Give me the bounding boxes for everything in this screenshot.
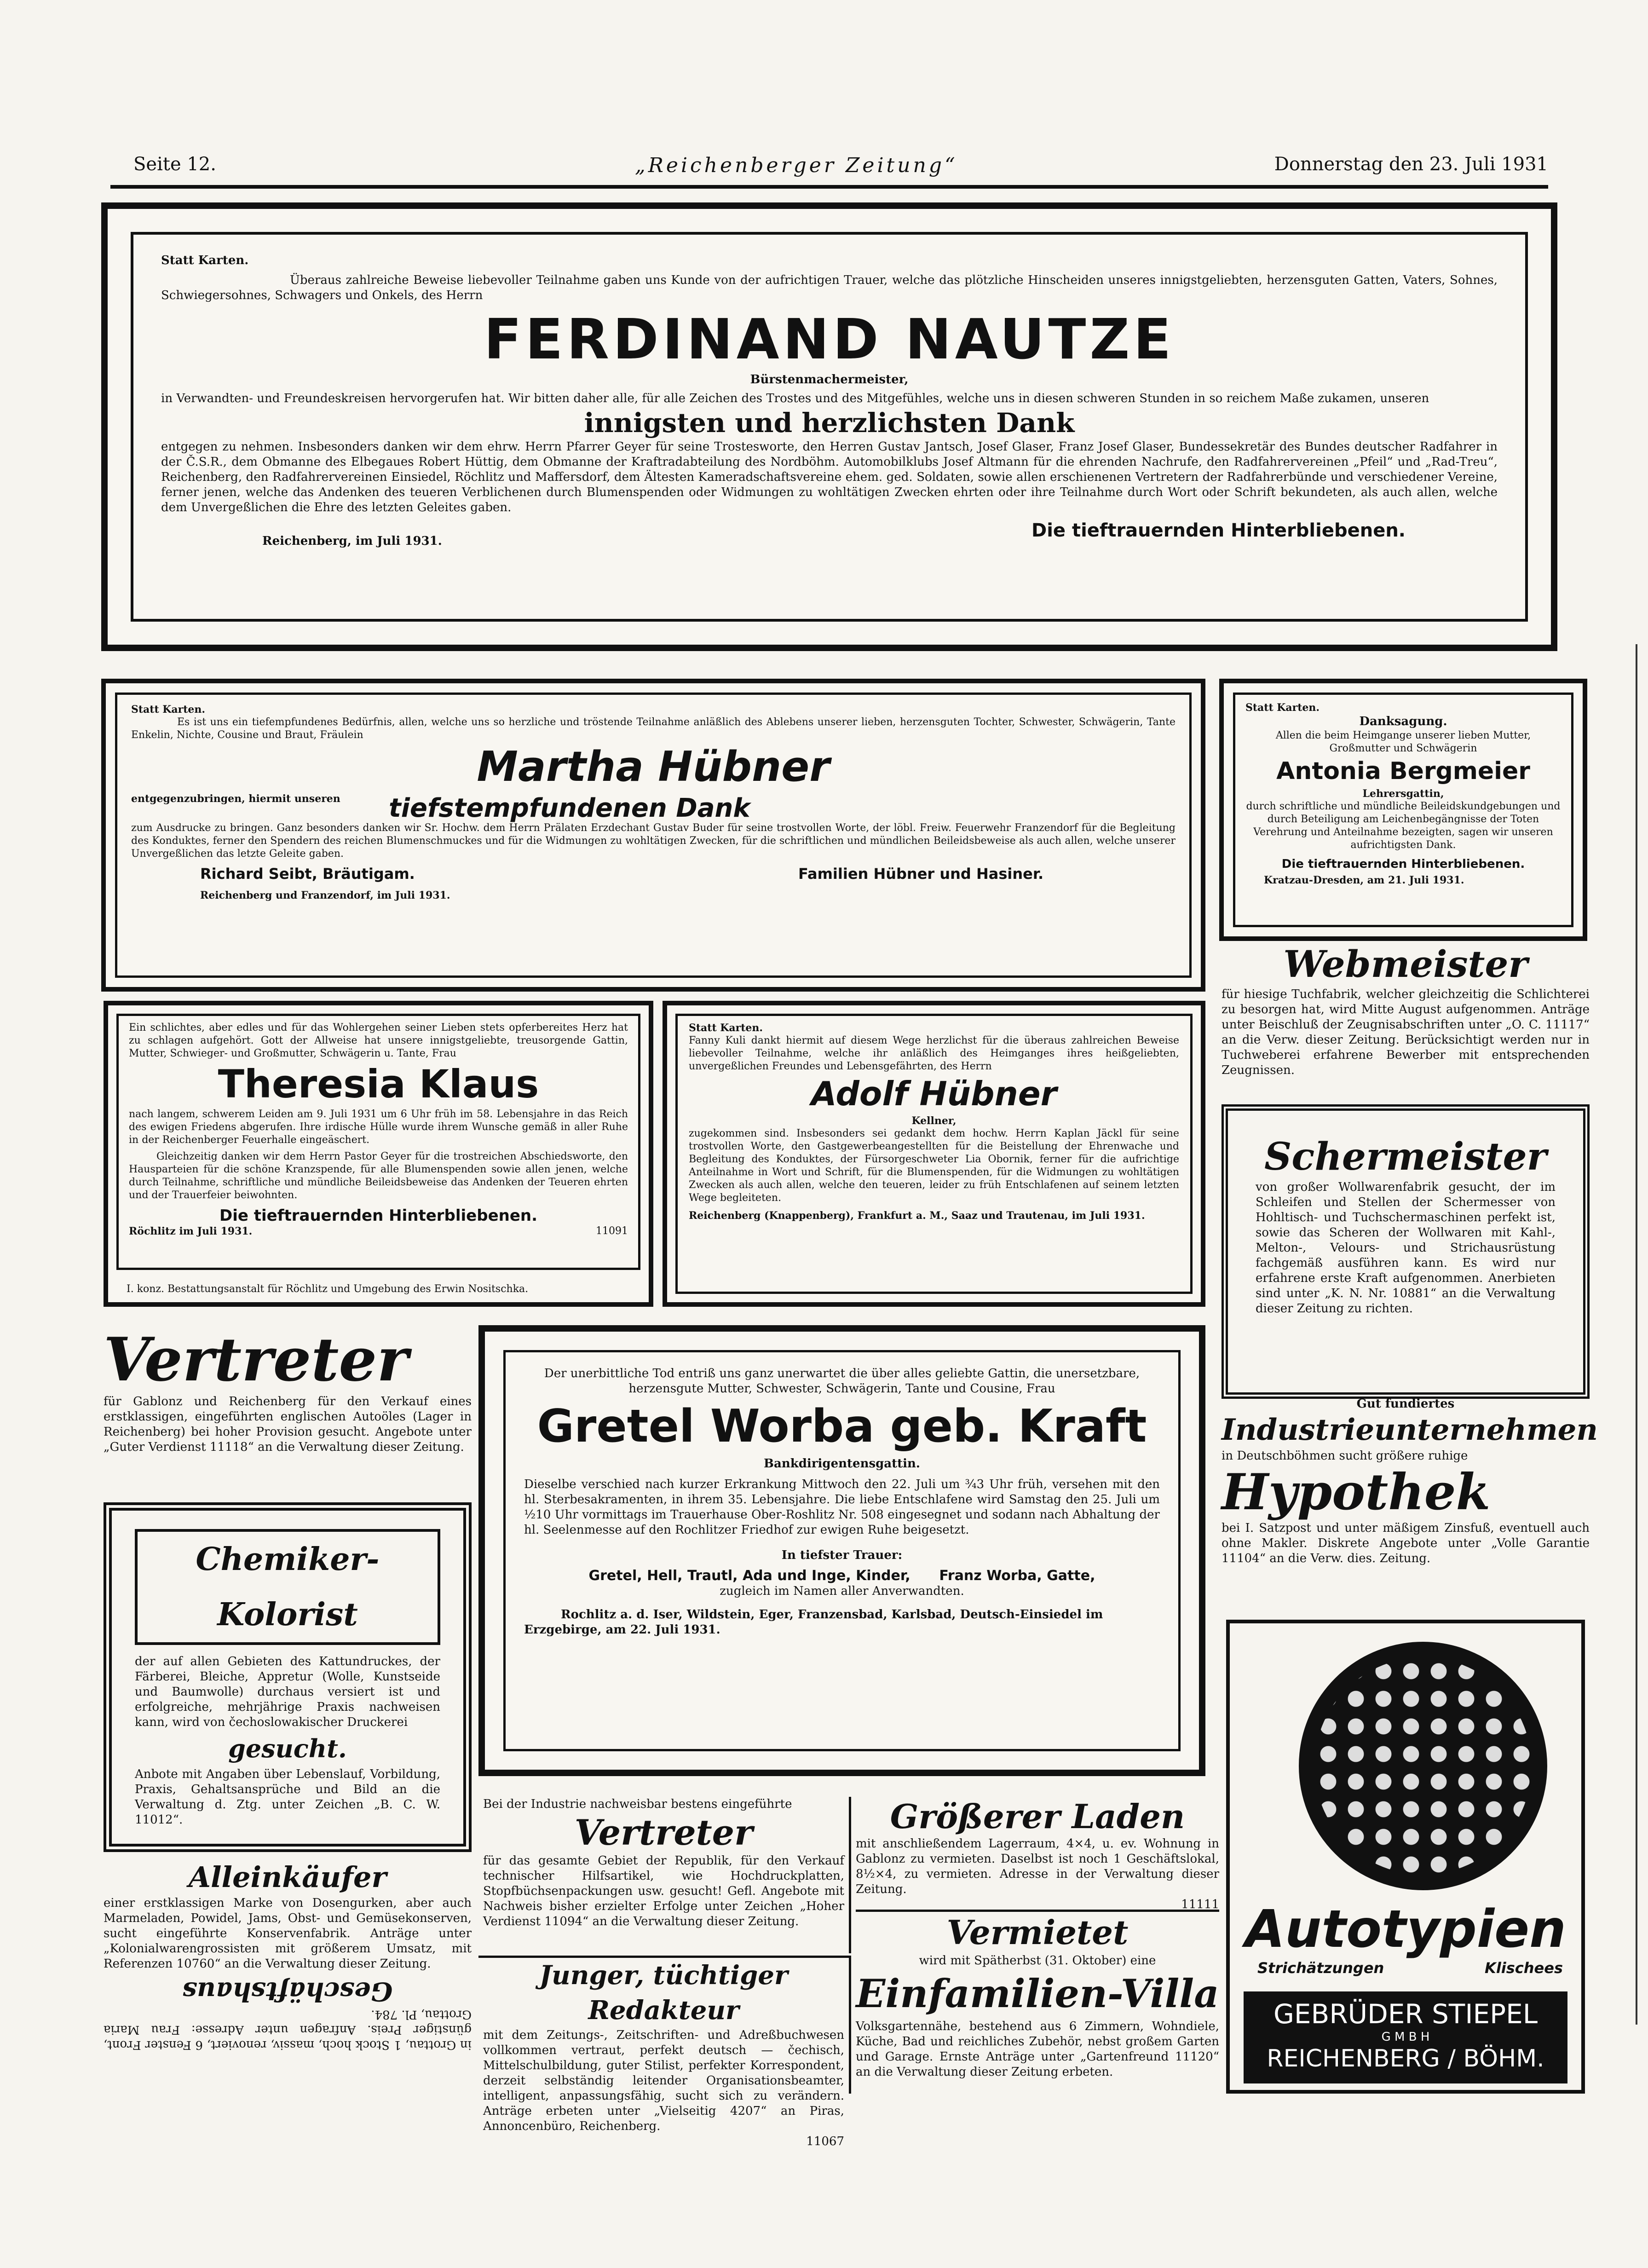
gretel-place: Rochlitz a. d. Iser, Wildstein, Eger, Franzensbad, Karlsbad, Deutsch-Einsiedel im Erzgebirge, am 22. Juli 1931. bbox=[524, 1608, 1103, 1637]
ad-adolf bbox=[663, 1001, 1205, 1307]
facing-page-edge bbox=[1636, 644, 1648, 2025]
nautze-intro: Überaus zahlreiche Beweise liebevoller Teilnahme gaben uns Kunde von der aufrichtigen Trauer, welche das plötzliche Hinscheiden unseres innigstgeliebten, herzensguten Gatten, Vaters, Sohnes, Schwiegersohnes, Schwagers und Onkels, des Herrn bbox=[161, 273, 1498, 302]
autotypien-sub2: Klischees bbox=[1485, 1959, 1563, 1977]
villa-title: Einfamilien-Villa bbox=[856, 1971, 1219, 2016]
martha-sig2: Familien Hübner und Hasiner. bbox=[798, 865, 1044, 883]
ad-vertreter-1 bbox=[104, 1325, 472, 1495]
antonia-place: Kratzau-Dresden, am 21. Juli 1931. bbox=[1264, 874, 1464, 886]
villa-pre: Vermietet bbox=[946, 1913, 1129, 1952]
martha-intro: Es ist uns ein tiefempfundenes Bedürfnis, allen, welche uns so herzliche und tröstende Teilnahme anläßlich des Ablebens unserer lieben, herzensguten Tochter, Schwester, Schwägerin, Tante Enkelin, Nichte, Cousine und Braut, Fräulein bbox=[131, 716, 1175, 741]
ad-antonia bbox=[1219, 679, 1587, 941]
gretel-intro: Der unerbittliche Tod entriß uns ganz unerwartet die über alles geliebte Gattin, die unersetzbare, herzensgute Mutter, Schwester, Schwägerin, Tante und Cousine, Frau bbox=[544, 1367, 1140, 1396]
geschaeft-body: in Grottau, 1 Stock hoch, massiv, renoviert, 6 Fenster Front, günstiger Preis. Anfragen unter Adresse: Frau Maria Grottau, Pl. 784. bbox=[104, 2008, 472, 2052]
vertreter2-pre: Bei der Industrie nachweisbar bestens eingeführte bbox=[483, 1797, 792, 1811]
ad-schermeister bbox=[1222, 1104, 1590, 1399]
ad-gretel bbox=[478, 1325, 1205, 1776]
redakteur-title: Junger, tüchtiger Redakteur bbox=[539, 1960, 788, 2026]
webmeister-body: für hiesige Tuchfabrik, welcher gleichzeitig die Schlichterei zu besorgen hat, wird Mitte August aufgenommen. Anträge unter Beischluß der Zeugnisabschriften unter „O. C. 11117“ an die Verw. dieser Zeitung. Berücksichtigt werden nur in Tuchweberei erfahrene Bewerber mit entsprechenden Zeugnissen. bbox=[1222, 987, 1590, 1077]
antonia-intro: Allen die beim Heimgange unserer lieben Mutter, Großmutter und Schwägerin bbox=[1275, 730, 1531, 754]
theresia-name: Theresia Klaus bbox=[218, 1062, 539, 1107]
martha-body: zum Ausdrucke zu bringen. Ganz besonders danken wir Sr. Hochw. dem Herrn Prälaten Erzdechant Gustav Buder für seine trostvollen Worte, der löbl. Freiw. Feuerwehr Franzendorf für die Begleitung des Konduktes, ferner den Spendern des reichen Blumenschmuckes und für die Widmungen zu wohltätigen Zwecken, für die schriftlichen und mündlichen Beileidsbeweise als auch allen, welche unserer Unvergeßlichen das letzte Geleite gaben. bbox=[131, 822, 1175, 860]
hypothek-title: Hypothek bbox=[1222, 1463, 1491, 1521]
ad-vertreter-2 bbox=[478, 1797, 851, 1953]
adolf-name: Adolf Hübner bbox=[811, 1074, 1057, 1113]
theresia-signature: Die tieftrauernden Hinterbliebenen. bbox=[219, 1206, 538, 1225]
alleinkaeufer-title: Alleinkäufer bbox=[188, 1860, 387, 1894]
antonia-name: Antonia Bergmeier bbox=[1276, 757, 1530, 785]
martha-name: Martha Hübner bbox=[477, 743, 830, 791]
ad-nautze bbox=[101, 202, 1557, 651]
villa-body: Volksgartennähe, bestehend aus 6 Zimmern, Wohndiele, Küche, Bad und reichliches Zubehör, nebst großem Garten und Garage. Ernste Anträge unter „Gartenfreund 11120“ an die Verwaltung dieser Zeitung erbeten. bbox=[856, 2020, 1219, 2079]
gretel-mourners: Gretel, Hell, Trautl, Ada und Inge, Kinder, Franz Worba, Gatte, bbox=[588, 1568, 1095, 1584]
statt-karten: Statt Karten. bbox=[131, 704, 206, 716]
industrie-pre: Gut fundiertes bbox=[1356, 1397, 1455, 1411]
antonia-signature: Die tieftrauernden Hinterbliebenen. bbox=[1281, 857, 1525, 871]
theresia-footer: I. konz. Bestattungsanstalt für Röchlitz und Umgebung des Erwin Nositschka. bbox=[127, 1283, 529, 1295]
nautze-title: Bürstenmachermeister, bbox=[750, 373, 909, 387]
chemiker-title: Chemiker-Kolorist bbox=[135, 1529, 440, 1645]
theresia-intro: Ein schlichtes, aber edles und für das Wohlergehen seiner Lieben stets opferbereites Herz hat zu schlagen aufgehört. Gott der Allweise hat unsere innigstgeliebte, treusorgende Gattin, Mutter, Schwieger- und Großmutter, Schwägerin u. Tante, Frau bbox=[129, 1022, 628, 1059]
stiepel-firm: GEBRÜDER STIEPEL bbox=[1273, 1998, 1538, 2030]
ad-autotypien bbox=[1226, 1620, 1585, 2094]
industrie-sub: in Deutschböhmen sucht größere ruhige bbox=[1222, 1449, 1468, 1463]
laden-title: Größerer Laden bbox=[890, 1797, 1185, 1836]
alleinkaeufer-body: einer erstklassigen Marke von Dosengurken, aber auch Marmeladen, Powidel, Jams, Obst- und Gemüsekonserven, sucht eingeführte Konservenfabrik. Anträge unter „Kolonialwarengrossisten mit größerem Umsatz, mit Referenzen 10760“ an die Verwaltung dieser Zeitung. bbox=[104, 1896, 472, 1971]
autotypien-banner bbox=[1230, 1899, 1581, 1982]
nautze-signature: Die tieftrauernden Hinterbliebenen. bbox=[1031, 520, 1406, 541]
nautze-place: Reichenberg, im Juli 1931. bbox=[262, 534, 442, 548]
chemiker-footer: Anbote mit Angaben über Lebenslauf, Vorbildung, Praxis, Gehaltsansprüche und Bild an die Verwaltung d. Ztg. unter Zeichen „B. C. W. 11012“. bbox=[135, 1767, 440, 1827]
hypothek-body: bei I. Satzpost und unter mäßigem Zinsfuß, eventuell auch ohne Makler. Diskrete Angebote unter „Volle Garantie 11104“ an die Verw. dies. Zeitung. bbox=[1222, 1521, 1590, 1565]
adolf-title: Kellner, bbox=[911, 1115, 957, 1127]
adolf-place: Reichenberg (Knappenberg), Frankfurt a. M., Saaz und Trautenau, im Juli 1931. bbox=[689, 1210, 1145, 1222]
antonia-head: Danksagung. bbox=[1359, 715, 1447, 728]
ad-webmeister bbox=[1222, 941, 1590, 1097]
nautze-thanks: innigsten und herzlichsten Dank bbox=[584, 407, 1075, 439]
geschaeft-title: Geschäftshaus bbox=[182, 1976, 393, 2007]
chemiker-gesucht: gesucht. bbox=[228, 1734, 347, 1763]
redakteur-body: mit dem Zeitungs-, Zeitschriften- und Adreßbuchwesen vollkommen vertraut, perfekt deutsch — čechisch, Mittelschulbildung, guter Stilist, perfekter Korrespondent, derzeit selbständig leitender Organisationsbeamter, intelligent, anpassungsfähig, sucht sich zu verändern. Anträge erbeten unter „Vielseitig 4207“ an Piras, Annoncenbüro, Reichenberg. bbox=[483, 2028, 844, 2133]
antonia-body: durch schriftliche und mündliche Beileidskundgebungen und durch Beteiligung am Leichenbegängnisse der Toten Verehrung und Anteilnahme bezeigten, sagen wir unseren aufrichtigsten Dank. bbox=[1246, 801, 1561, 851]
stiepel-plate bbox=[1244, 1991, 1567, 2083]
page-header bbox=[110, 152, 1548, 189]
statt-karten: Statt Karten. bbox=[1245, 702, 1320, 714]
autotypien-sub1: Strichätzungen bbox=[1257, 1959, 1384, 1977]
chemiker-body: der auf allen Gebieten des Kattundruckes, der Färberei, Bleiche, Appretur (Wolle, Kunstseide und Baumwolle) durchaus versiert ist und erfolgreiche, mehrjährige Praxis nachweisen kann, wird von čechoslowakischer Druckerei bbox=[135, 1655, 440, 1729]
nautze-name: FERDINAND NAUTZE bbox=[484, 308, 1175, 372]
ad-geschaeftshaus bbox=[104, 1976, 472, 2052]
schermeister-title: Schermeister bbox=[1264, 1135, 1547, 1179]
statt-karten: Statt Karten. bbox=[161, 254, 249, 267]
martha-sig1: Richard Seibt, Bräutigam. bbox=[200, 865, 415, 883]
martha-thanks: tiefstempfundenen Dank bbox=[389, 793, 750, 823]
gretel-name: Gretel Worba geb. Kraft bbox=[537, 1400, 1147, 1453]
gretel-mourners-2: zugleich im Namen aller Anverwandten. bbox=[720, 1584, 964, 1598]
industrie-title: Industrieunternehmen bbox=[1222, 1413, 1598, 1447]
ad-chemiker bbox=[104, 1502, 472, 1852]
gretel-title: Bankdirigentensgattin. bbox=[764, 1457, 920, 1471]
nautze-mid: in Verwandten- und Freundeskreisen hervorgerufen hat. Wir bitten daher alle, für alle Zeichen des Trostes und des Mitgefühles, welche uns in diesen schweren Stunden in so reichem Maße zukamen, unseren bbox=[161, 392, 1429, 405]
redakteur-number: 11067 bbox=[806, 2135, 844, 2148]
ad-hypothek bbox=[1222, 1397, 1598, 1608]
statt-karten: Statt Karten. bbox=[689, 1022, 763, 1034]
adolf-body: zugekommen sind. Insbesonders sei gedankt dem hochw. Herrn Kaplan Jäckl für seine trostvollen Worte, den Gastgewerbeangestellten für die Beistellung der Ehrenwache und Begleitung des Konduktes, der Fürsorgeschweter Lia Obornik, ferner für die aufrichtige Anteilnahme in Wort und Schrift, für die Blumenspenden, für die Widmungen zu wohltätigen Zwecken als auch allen, welche den teueren, leider zu früh Entschlafenen auf seinem letzten Wege begleiteten. bbox=[689, 1128, 1179, 1204]
theresia-body: nach langem, schwerem Leiden am 9. Juli 1931 um 6 Uhr früh im 58. Lebensjahre in das Reich des ewigen Friedens abgerufen. Ihre irdische Hülle wurde ihrem Wunsche gemäß in aller Ruhe in der Reichenberger Feuerhalle eingeäschert. bbox=[129, 1108, 628, 1146]
theresia-number: 11091 bbox=[596, 1225, 628, 1237]
stiepel-gmbh: G M B H bbox=[1381, 2030, 1430, 2044]
autotypien-title: Autotypien bbox=[1245, 1899, 1566, 1959]
ad-laden bbox=[856, 1797, 1219, 1911]
theresia-body2: Gleichzeitig danken wir dem Herrn Pastor Geyer für die trostreichen Abschiedsworte, den Hausparteien für die schöne Kranzspende, für alle Blumenspenden sowie allen jenen, welche durch Teilnahme, schriftliche und mündliche Beileidsbeweise das Andenken der Teueren ehrten und der Trauerfeier beiwohnten. bbox=[129, 1151, 628, 1201]
gretel-body: Dieselbe verschied nach kurzer Erkrankung Mittwoch den 22. Juli um ¾3 Uhr früh, versehen mit den hl. Sterbesakramenten, in ihrem 35. Lebensjahre. Die liebe Entschlafene wird Samstag den 25. Juli um ½10 Uhr vormittags im Trauerhause Ober-Roshlitz Nr. 508 eingesegnet und sodann nach Abhaltung der hl. Seelenmesse auf den Rochlitzer Friedhof zur ewigen Ruhe beigesetzt. bbox=[524, 1477, 1160, 1537]
magnifier-icon bbox=[1299, 1642, 1547, 1890]
schermeister-body: von großer Wollwarenfabrik gesucht, der im Schleifen und Stellen der Schermesser von Hohltisch- und Tuchschermaschinen perfekt ist, sowie das Scheren der Wollwaren mit Kahl-, Melton-, Velours- und Strichausrüstung fachgemäß ausführen kann. Es wird nur erfahrene erste Kraft aufgenommen. Anerbieten sind unter „K. N. Nr. 10881“ an die Verwaltung dieser Zeitung zu richten. bbox=[1256, 1180, 1556, 1316]
laden-body: mit anschließendem Lagerraum, 4×4, u. ev. Wohnung in Gablonz zu vermieten. Daselbst ist noch 1 Geschäftslokal, 8½×4, zu vermieten. Adresse in der Verwaltung dieser Zeitung. bbox=[856, 1837, 1219, 1896]
ad-villa bbox=[856, 1910, 1219, 2103]
vertreter2-body: für das gesamte Gebiet der Republik, für den Verkauf technischer Hilfsartikel, wie Hochdruckplatten, Stopfbüchsenpackungen usw. gesucht! Gefl. Angebote mit Nachweis bisher erzielter Erfolge unter Zeichen „Hoher Verdienst 11094“ an die Verwaltung dieser Zeitung. bbox=[483, 1854, 844, 1928]
webmeister-title: Webmeister bbox=[1283, 942, 1528, 986]
ad-redakteur bbox=[478, 1956, 851, 2148]
nautze-body: entgegen zu nehmen. Insbesonders danken wir dem ehrw. Herrn Pfarrer Geyer für seine Trostesworte, den Herren Gustav Jantsch, Josef Glaser, Franz Josef Glaser, Bundessekretär des Bundes deutscher Radfahrer in der Č.S.R., dem Obmanne des Elbegaues Robert Hüttig, dem Obmanne der Kraftradabteilung des Nordböhm. Automobilklubs Josef Altmann für die ehrenden Nachrufe, den Radfahrervereinen „Pfeil“ und „Rad-Treu“, Reichenberg, den Radfahrervereinen Einsiedel, Röchlitz und Maffersdorf, dem Ältesten Kameradschaftsvereine ehem. ged. Soldaten, sowie allen erschienenen Vertretern der Radfahrerbünde und verschiedener Vereine, ferner jenen, welche das Andenken des teueren Verblichenen durch Blumenspenden oder Widmungen zu wohltätigen Zwecken ehrten oder ihre Teilnahme durch Wort oder Schrift bekundeten, als auch allen, welche dem Unvergeßlichen die Ehre des letzten Geleites gaben. bbox=[161, 440, 1498, 514]
ad-theresia bbox=[104, 1001, 653, 1307]
ad-martha bbox=[101, 679, 1205, 992]
page-date: Donnerstag den 23. Juli 1931 bbox=[1274, 154, 1548, 175]
page-number: Seite 12. bbox=[133, 154, 216, 175]
vertreter1-title: Vertreter bbox=[104, 1324, 409, 1395]
stiepel-city: REICHENBERG / BÖHM. bbox=[1267, 2045, 1544, 2072]
ad-alleinkaeufer bbox=[104, 1859, 472, 1983]
villa-sub: wird mit Spätherbst (31. Oktober) eine bbox=[919, 1954, 1156, 1968]
laden-number: 11111 bbox=[1181, 1898, 1219, 1911]
vertreter1-body: für Gablonz und Reichenberg für den Verkauf eines erstklassigen, eingeführten englischen Autoöles (Lager in Reichenberg) bei hoher Provision gesucht. Angebote unter „Guter Verdienst 11118“ an die Verwaltung dieser Zeitung. bbox=[104, 1395, 472, 1454]
antonia-title: Lehrersgattin, bbox=[1362, 788, 1444, 800]
newspaper-title: „Reichenberger Zeitung“ bbox=[635, 154, 958, 177]
vertreter2-title: Vertreter bbox=[574, 1812, 753, 1853]
martha-pre: entgegenzubringen, hiermit unseren bbox=[131, 793, 340, 805]
adolf-intro: Fanny Kuli dankt hiermit auf diesem Wege herzlichst für die überaus zahlreichen Beweise liebevoller Teilnahme, welche ihr anläßlich des Heimganges ihres heißgeliebten, unvergeßlichen Freundes und Lebensgefährten, des Herrn bbox=[689, 1035, 1179, 1072]
gretel-mourn-head: In tiefster Trauer: bbox=[781, 1548, 903, 1562]
theresia-place: Röchlitz im Juli 1931. bbox=[129, 1225, 253, 1237]
martha-place: Reichenberg und Franzendorf, im Juli 1931. bbox=[200, 889, 450, 901]
